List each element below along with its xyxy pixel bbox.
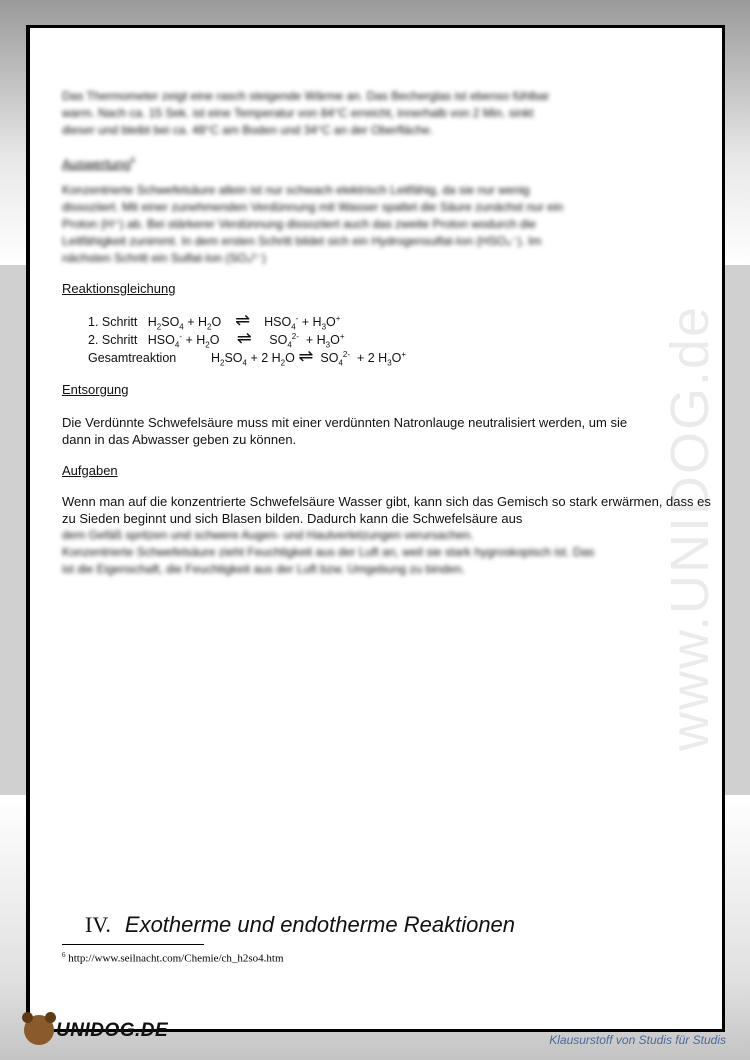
intro-line: Das Thermometer zeigt eine rasch steigende Wärme an. Das Becherglas ist ebenso fühlbar bbox=[62, 89, 550, 103]
footer-slogan: Klausurstoff von Studis für Studis bbox=[549, 1033, 726, 1047]
footnote: $^6$ http://www.seilnacht.com/Chemie/ch_h2so4.htm bbox=[62, 951, 284, 965]
intro-paragraph bbox=[62, 88, 662, 139]
auswertung-line: dissoziiert. Mit einer zunehmenden Verdünnung mit Wasser spaltet die Säure zunächst nur ein bbox=[62, 200, 564, 214]
unidog-logo: UNIDOG.DE bbox=[22, 1015, 152, 1049]
dog-mascot-icon bbox=[24, 1015, 54, 1045]
entsorgung-heading: Entsorgung bbox=[62, 382, 129, 397]
entsorgung-paragraph: Die Verdünnte Schwefelsäure muss mit einer verdünnten Natronlauge neutralisiert werden, um sie dann in das Abwasser geben zu können. bbox=[62, 415, 628, 447]
section-heading: IV. Exotherme und endotherme Reaktionen bbox=[85, 912, 516, 937]
equation-step1: 1. Schritt $H_2SO_4 + H_2O$ ⇌ $HSO_4^- + H_3O^+$ bbox=[88, 310, 341, 332]
watermark: www.UNIDOG.de bbox=[660, 304, 720, 752]
aufgaben-line: Konzentrierte Schwefelsäure zieht Feuchtigkeit aus der Luft an, weil sie stark hygroskopisch ist. Das bbox=[62, 545, 595, 559]
footnote-divider bbox=[62, 944, 204, 945]
equation-total: Gesamtreaktion $H_2SO_4 + 2$ $H_2O$ ⇌ $SO_4^{2-} + 2$ $H_3O^+$ bbox=[88, 346, 407, 368]
auswertung-line: nächsten Schritt ein Sulfat-Ion (SO₄²⁻) bbox=[62, 251, 266, 265]
aufgaben-heading: Aufgaben bbox=[62, 463, 118, 478]
auswertung-line: Konzentrierte Schwefelsäure allein ist nur schwach elektrisch Leitfähig, da sie nur wenig bbox=[62, 183, 530, 197]
auswertung-paragraph bbox=[62, 182, 662, 267]
auswertung-heading: Auswertung$^6$ bbox=[62, 156, 136, 172]
equation-step2: 2. Schritt $HSO_4^- + H_2O$ ⇌ $SO_4^{2-} + H_3O^+$ bbox=[88, 328, 345, 350]
auswertung-line: Leitfähigkeit zunimmt. In dem ersten Schritt bildet sich ein Hydrogensulfat-Ion (HSO₄⁻). Im bbox=[62, 234, 542, 248]
intro-line: dieser und bleibt bei ca. 48°C am Boden und 34°C an der Oberfläche. bbox=[62, 123, 434, 137]
auswertung-line: Proton (H⁺) ab. Bei stärkerer Verdünnung dissoziiert auch das zweite Proton wodurch die bbox=[62, 217, 536, 231]
aufgaben-line: dem Gefäß spritzen und schwere Augen- und Hautverletzungen verursachen. bbox=[62, 528, 474, 542]
reaktion-heading: Reaktionsgleichung bbox=[62, 281, 176, 296]
intro-line: warm. Nach ca. 15 Sek. ist eine Temperatur von 84°C erreicht, innerhalb von 2 Min. sinkt bbox=[62, 106, 534, 120]
aufgaben-line: ist die Eigenschaft, die Feuchtigkeit aus der Luft bzw. Umgebung zu binden. bbox=[62, 562, 465, 576]
footnote-link[interactable]: http://www.seilnacht.com/Chemie/ch_h2so4.htm bbox=[65, 952, 284, 965]
aufgaben-blurred bbox=[62, 527, 712, 578]
aufgaben-paragraph: Wenn man auf die konzentrierte Schwefelsäure Wasser gibt, kann sich das Gemisch so stark erwärmen, dass es zu Sieden beginnt und sich Blasen bilden. Dadurch kann die Schwefelsäure aus bbox=[62, 494, 711, 526]
